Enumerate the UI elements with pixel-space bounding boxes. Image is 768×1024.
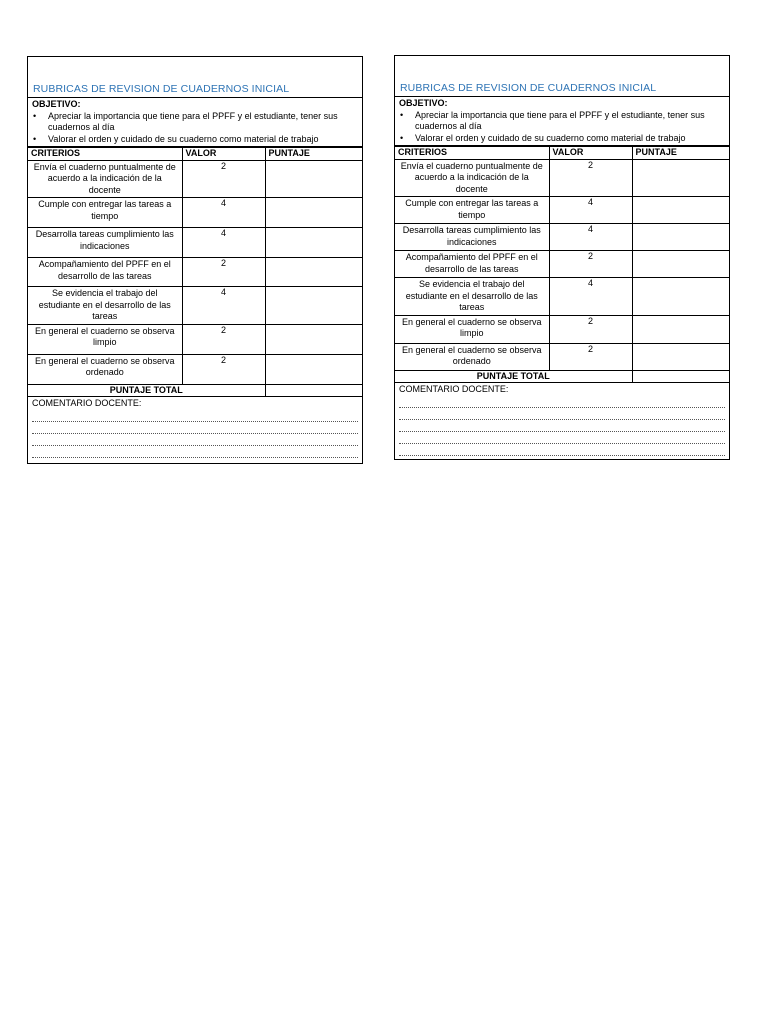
rubric-card-left <box>27 56 363 464</box>
rubric-table <box>28 147 362 397</box>
table-row <box>395 251 729 278</box>
objective-label: OBJETIVO: <box>32 99 81 109</box>
criterio-cell: En general el cuaderno se observa ordenado <box>28 354 182 384</box>
criterio-cell: Acompañamiento del PPFF en el desarrollo de las tareas <box>395 251 549 278</box>
header-valor: VALOR <box>182 148 265 161</box>
puntaje-cell[interactable] <box>265 354 362 384</box>
objective-list <box>399 110 725 145</box>
title-block <box>395 56 729 97</box>
table-row <box>395 343 729 370</box>
header-puntaje: PUNTAJE <box>632 147 729 160</box>
table-row <box>28 198 362 228</box>
criterio-cell: Cumple con entregar las tareas a tiempo <box>395 197 549 224</box>
objective-label: OBJETIVO: <box>399 98 448 108</box>
criterio-cell: Acompañamiento del PPFF en el desarrollo de las tareas <box>28 258 182 287</box>
header-criterios: CRITERIOS <box>395 147 549 160</box>
title-block <box>28 57 362 98</box>
objective-section <box>395 97 729 146</box>
comment-line[interactable] <box>399 408 725 420</box>
total-row <box>395 370 729 383</box>
criterio-cell: Desarrolla tareas cumplimiento las indicaciones <box>28 228 182 258</box>
puntaje-cell[interactable] <box>265 228 362 258</box>
valor-cell: 2 <box>549 315 632 343</box>
valor-cell: 4 <box>549 197 632 224</box>
comment-line[interactable] <box>32 410 358 422</box>
valor-cell: 4 <box>182 198 265 228</box>
table-row <box>395 159 729 197</box>
comment-line[interactable] <box>32 422 358 434</box>
criterio-cell: Envía el cuaderno puntualmente de acuerdo a la indicación de la docente <box>395 159 549 197</box>
table-row <box>28 287 362 325</box>
total-value-cell[interactable] <box>265 384 362 397</box>
rubric-card-right <box>394 55 730 460</box>
valor-cell: 4 <box>182 228 265 258</box>
table-row <box>395 278 729 316</box>
puntaje-cell[interactable] <box>265 160 362 198</box>
valor-cell: 4 <box>549 224 632 251</box>
criterio-cell: Cumple con entregar las tareas a tiempo <box>28 198 182 228</box>
puntaje-cell[interactable] <box>632 278 729 316</box>
header-valor: VALOR <box>549 147 632 160</box>
comment-line[interactable] <box>32 446 358 458</box>
objective-item: • Apreciar la importancia que tiene para el PPFF y el estudiante, tener sus cuadernos al día <box>399 110 725 133</box>
criterio-cell: En general el cuaderno se observa ordenado <box>395 343 549 370</box>
comment-section <box>395 383 729 457</box>
comment-line[interactable] <box>399 396 725 408</box>
table-row <box>28 228 362 258</box>
puntaje-cell[interactable] <box>632 343 729 370</box>
rubric-title: RUBRICAS DE REVISION DE CUADERNOS INICIAL <box>33 82 290 95</box>
comment-line[interactable] <box>399 444 725 456</box>
comment-line[interactable] <box>399 432 725 444</box>
objective-list <box>32 111 358 146</box>
criterio-cell: Se evidencia el trabajo del estudiante en el desarrollo de las tareas <box>28 287 182 325</box>
valor-cell: 2 <box>182 258 265 287</box>
comment-label: COMENTARIO DOCENTE: <box>32 398 142 408</box>
valor-cell: 2 <box>549 159 632 197</box>
valor-cell: 2 <box>549 343 632 370</box>
criterio-cell: Envía el cuaderno puntualmente de acuerdo a la indicación de la docente <box>28 160 182 198</box>
puntaje-cell[interactable] <box>265 198 362 228</box>
comment-label: COMENTARIO DOCENTE: <box>399 384 509 394</box>
total-label: PUNTAJE TOTAL <box>395 370 632 383</box>
criterio-cell: Se evidencia el trabajo del estudiante en el desarrollo de las tareas <box>395 278 549 316</box>
valor-cell: 2 <box>182 324 265 354</box>
comment-section <box>28 397 362 459</box>
puntaje-cell[interactable] <box>265 287 362 325</box>
criterio-cell: En general el cuaderno se observa limpio <box>395 315 549 343</box>
objective-item: • Valorar el orden y cuidado de su cuaderno como material de trabajo <box>32 134 358 146</box>
puntaje-cell[interactable] <box>265 258 362 287</box>
header-criterios: CRITERIOS <box>28 148 182 161</box>
header-puntaje: PUNTAJE <box>265 148 362 161</box>
puntaje-cell[interactable] <box>632 159 729 197</box>
table-header-row <box>28 148 362 161</box>
comment-line[interactable] <box>32 434 358 446</box>
objective-item: • Apreciar la importancia que tiene para el PPFF y el estudiante, tener sus cuadernos al día <box>32 111 358 134</box>
table-row <box>28 160 362 198</box>
table-row <box>28 354 362 384</box>
valor-cell: 4 <box>182 287 265 325</box>
objective-item: • Valorar el orden y cuidado de su cuaderno como material de trabajo <box>399 133 725 145</box>
puntaje-cell[interactable] <box>632 197 729 224</box>
valor-cell: 2 <box>549 251 632 278</box>
valor-cell: 4 <box>549 278 632 316</box>
table-row <box>395 224 729 251</box>
criterio-cell: Desarrolla tareas cumplimiento las indicaciones <box>395 224 549 251</box>
criterio-cell: En general el cuaderno se observa limpio <box>28 324 182 354</box>
puntaje-cell[interactable] <box>265 324 362 354</box>
total-row <box>28 384 362 397</box>
table-row <box>28 324 362 354</box>
puntaje-cell[interactable] <box>632 251 729 278</box>
total-label: PUNTAJE TOTAL <box>28 384 265 397</box>
table-row <box>395 197 729 224</box>
valor-cell: 2 <box>182 354 265 384</box>
rubric-title: RUBRICAS DE REVISION DE CUADERNOS INICIAL <box>400 81 657 94</box>
puntaje-cell[interactable] <box>632 224 729 251</box>
comment-line[interactable] <box>399 420 725 432</box>
rubric-table <box>395 146 729 383</box>
table-row <box>395 315 729 343</box>
total-value-cell[interactable] <box>632 370 729 383</box>
objective-section <box>28 98 362 147</box>
table-row <box>28 258 362 287</box>
table-header-row <box>395 147 729 160</box>
puntaje-cell[interactable] <box>632 315 729 343</box>
valor-cell: 2 <box>182 160 265 198</box>
